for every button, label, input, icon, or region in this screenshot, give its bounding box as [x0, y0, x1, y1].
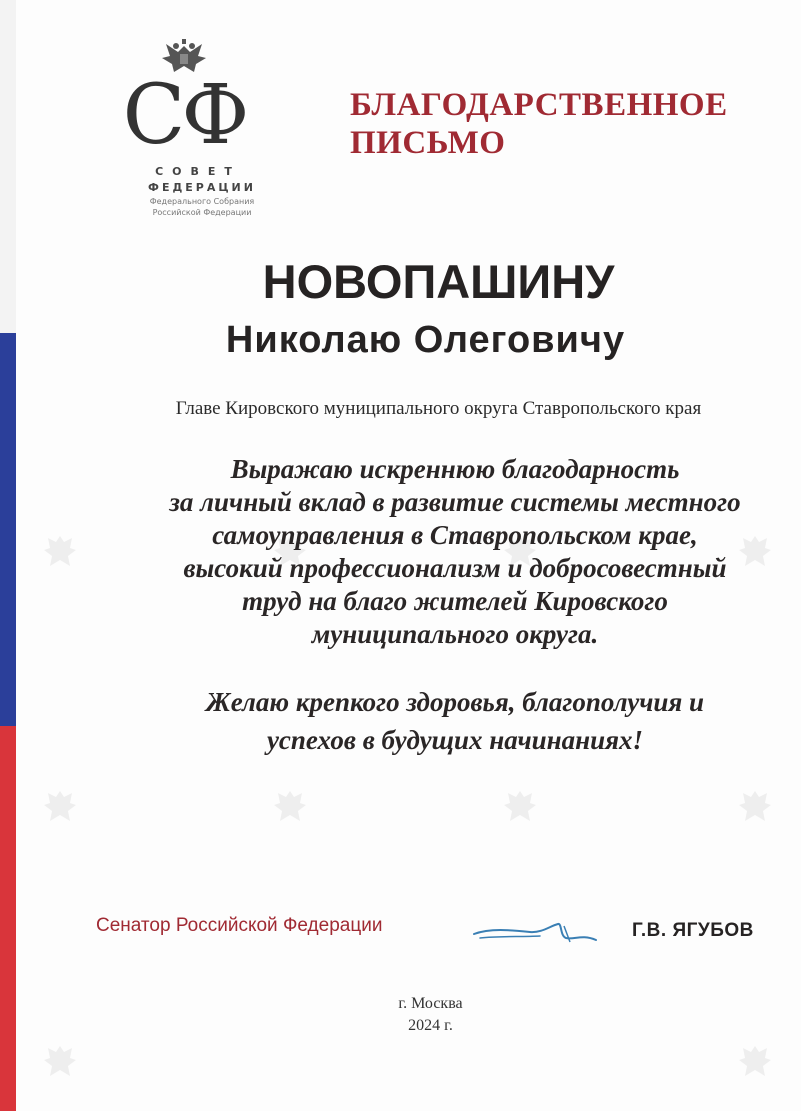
document-title-line2: ПИСЬМО: [350, 125, 506, 161]
document-title: [350, 86, 750, 162]
issue-place: г. Москва: [398, 995, 463, 1012]
eagle-watermark-icon: [735, 785, 775, 829]
eagle-watermark-icon: [500, 785, 540, 829]
recipient-name: Николаю Олеговичу: [225, 319, 626, 361]
logo-letters: СФ: [122, 68, 246, 163]
federation-council-logo: [104, 38, 264, 223]
logo-text-sovet: СОВЕТ: [155, 165, 241, 178]
gratitude-line: самоуправления в Ставропольском крае,: [212, 520, 698, 550]
issue-year: 2024 г.: [408, 1017, 453, 1034]
gratitude-text: [130, 453, 780, 651]
recipient-surname: НОВОПАШИНУ: [262, 255, 615, 308]
gratitude-line: за личный вклад в развитие системы местного: [169, 487, 741, 517]
flag-stripe-blue: [0, 333, 16, 726]
gratitude-line: высокий профессионализм и добросовестный: [183, 553, 727, 583]
wishes-line: Желаю крепкого здоровья, благополучия и: [205, 687, 705, 717]
logo-text-country: Российской Федерации: [152, 208, 252, 217]
flag-stripe-red: [0, 726, 16, 1111]
eagle-watermark-icon: [735, 1040, 775, 1084]
eagle-watermark-icon: [270, 785, 310, 829]
gratitude-line: муниципального округа.: [311, 619, 599, 649]
wishes-line: успехов в будущих начинаниях!: [266, 725, 644, 755]
logo-text-federatsii: ФЕДЕРАЦИИ: [148, 181, 256, 194]
signer-position: Сенатор Российской Федерации: [96, 915, 383, 936]
eagle-watermark-icon: [40, 785, 80, 829]
gratitude-line: труд на благо жителей Кировского: [242, 586, 668, 616]
signer-name: Г.В. ЯГУБОВ: [632, 920, 754, 941]
recipient-position: Главе Кировского муниципального округа Ставропольского края: [175, 398, 702, 419]
handwritten-signature: [470, 912, 600, 952]
document-title-line1: БЛАГОДАРСТВЕННОЕ: [350, 87, 728, 123]
eagle-watermark-icon: [40, 530, 80, 574]
gratitude-line: Выражаю искреннюю благодарность: [230, 454, 680, 484]
eagle-watermark-icon: [40, 1040, 80, 1084]
wishes-text: [130, 683, 780, 759]
logo-text-assembly: Федерального Собрания: [149, 197, 255, 206]
